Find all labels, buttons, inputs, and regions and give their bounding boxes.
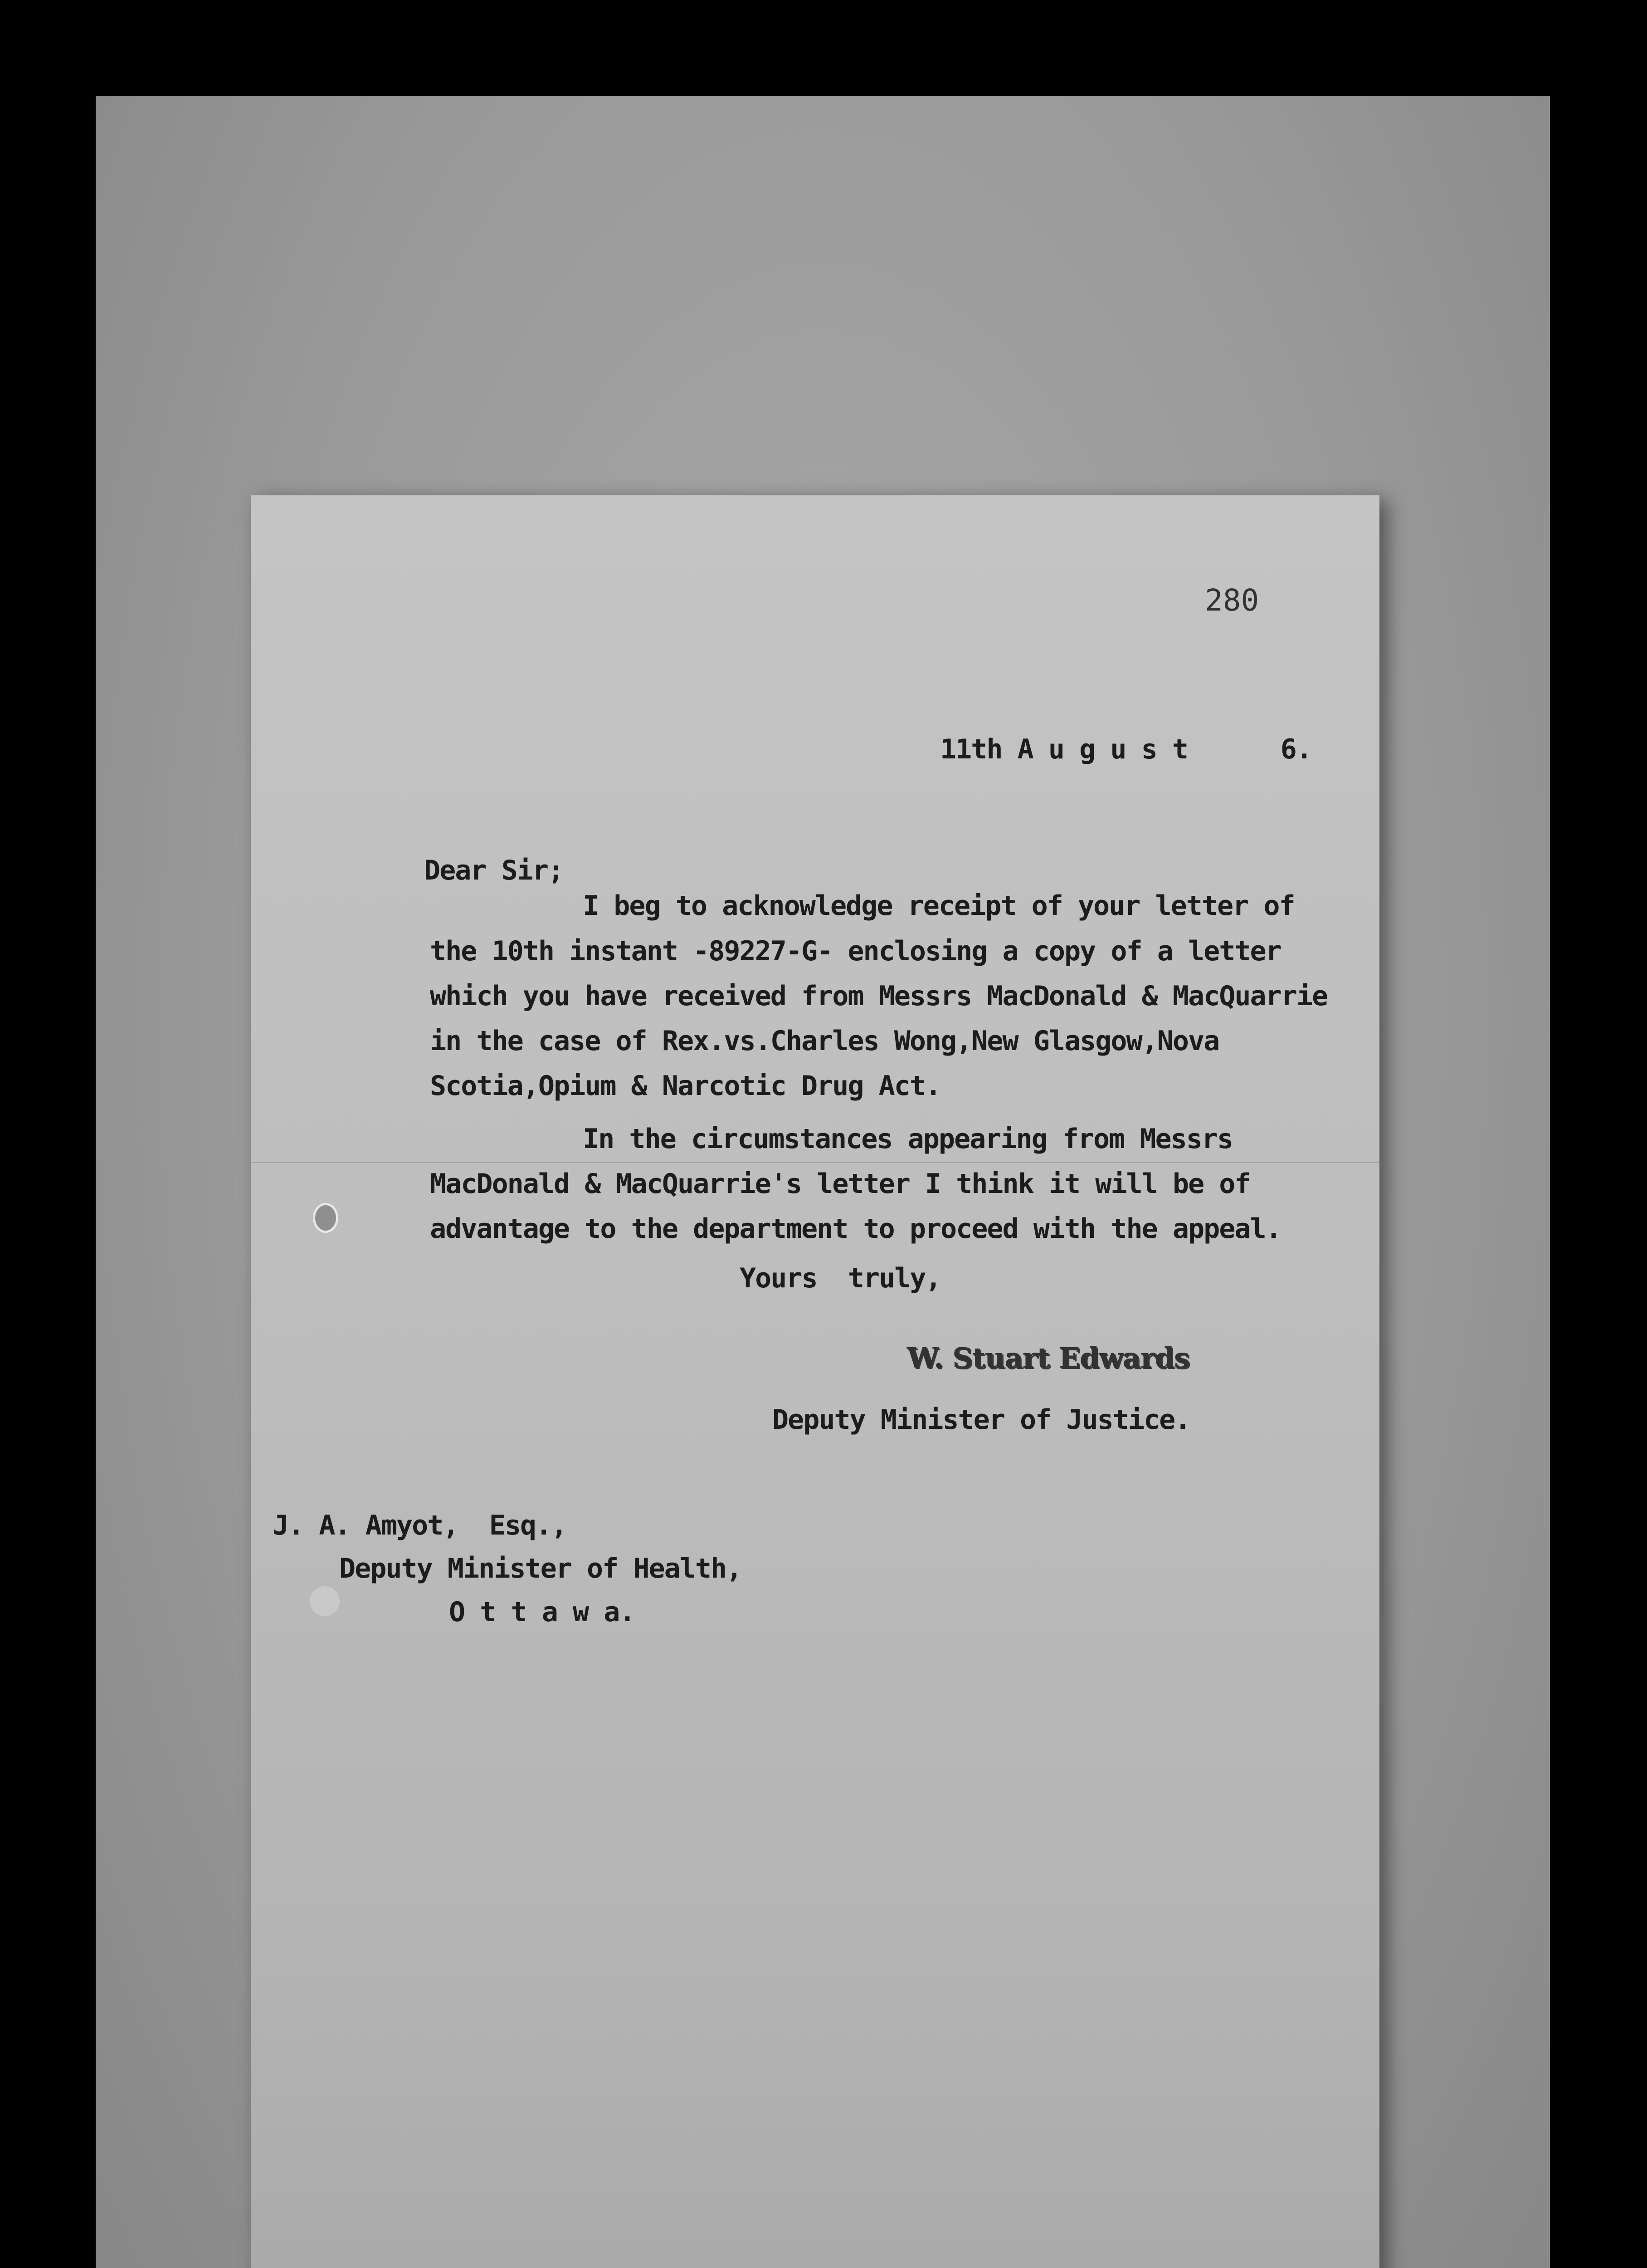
signature: W. Stuart Edwards	[907, 1341, 1189, 1374]
body-line: In the circumstances appearing from Messrs	[583, 1123, 1233, 1155]
punch-hole	[313, 1203, 338, 1233]
body-line: which you have received from Messrs MacDonald & MacQuarrie	[430, 980, 1328, 1012]
body-line: advantage to the department to proceed with the appeal.	[430, 1213, 1281, 1245]
recipient-name: J. A. Amyot, Esq.,	[273, 1510, 567, 1541]
closing: Yours truly,	[740, 1262, 941, 1294]
body-line: I beg to acknowledge receipt of your letter of	[583, 890, 1295, 922]
recipient-title: Deputy Minister of Health,	[339, 1553, 742, 1584]
letter-date: 11th A u g u s t 6.	[940, 733, 1311, 765]
signer-title: Deputy Minister of Justice.	[772, 1404, 1190, 1436]
salutation: Dear Sir;	[424, 855, 564, 886]
letter-page	[251, 495, 1379, 2268]
body-line: in the case of Rex.vs.Charles Wong,New Glasgow,Nova	[430, 1025, 1219, 1057]
body-line: MacDonald & MacQuarrie's letter I think it will be of	[430, 1168, 1250, 1200]
page-number: 280	[1205, 583, 1259, 618]
body-line: Scotia,Opium & Narcotic Drug Act.	[430, 1070, 941, 1102]
body-line: the 10th instant -89227-G- enclosing a copy of a letter	[430, 935, 1281, 967]
recipient-city: O t t a w a.	[449, 1596, 635, 1628]
punch-hole	[310, 1586, 340, 1616]
